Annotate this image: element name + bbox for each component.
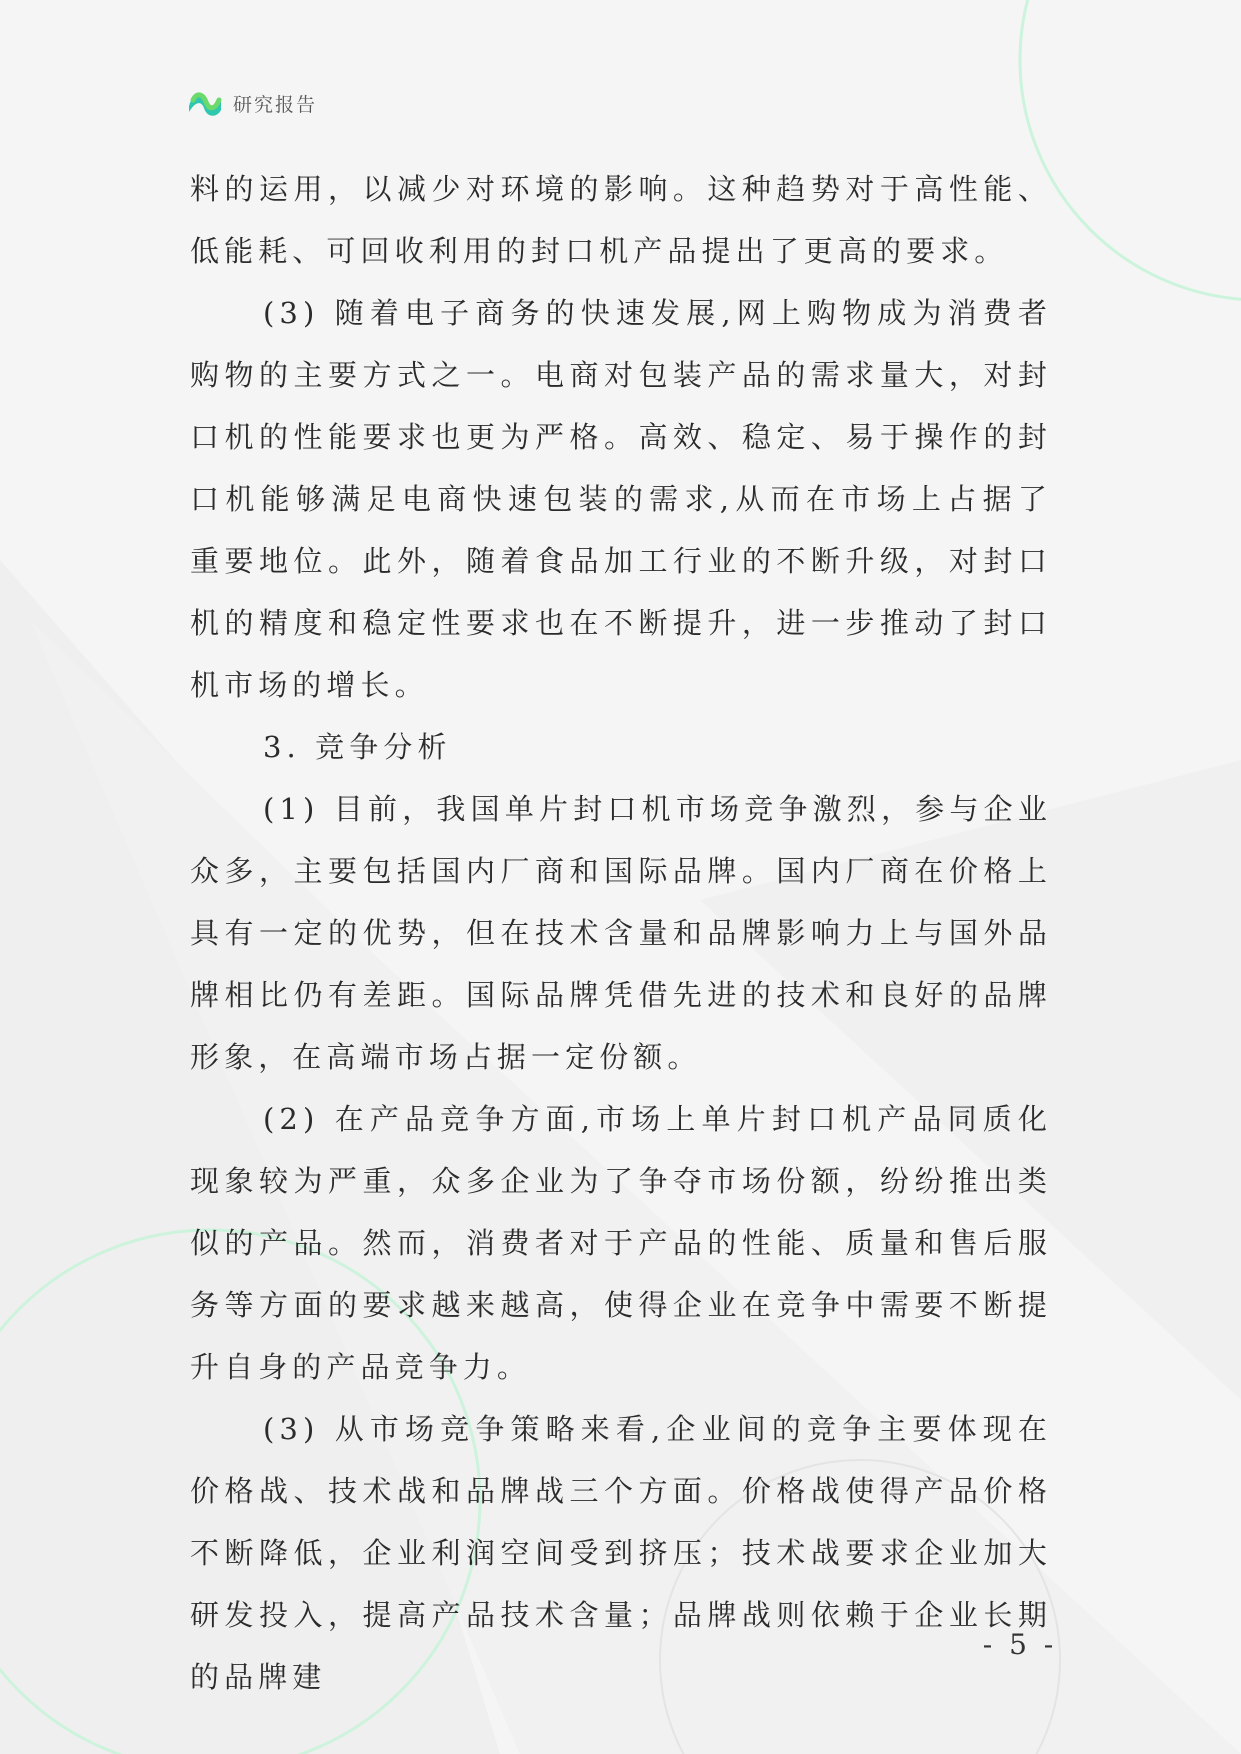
brand-logo-icon	[187, 88, 223, 118]
section-heading: 3. 竞争分析	[263, 730, 452, 764]
paragraph: (3) 随着电子商务的快速发展,网上购物成为消费者购物的主要方式之一。电商对包装产品的需求量大，对封口机的性能要求也更为严格。高效、稳定、易于操作的封口机能够满足电商快速包装的需求,从而在市场上占据了重要地位。此外，随着食品加工行业的不断升级，对封口机的精度和稳定性要求也在不断提升，进一步推动了封口机市场的增长。	[190, 296, 1052, 702]
paragraph: 料的运用，以减少对环境的影响。这种趋势对于高性能、低能耗、可回收利用的封口机产品提出了更高的要求。	[190, 172, 1052, 268]
paragraph: (1) 目前，我国单片封口机市场竞争激烈，参与企业众多，主要包括国内厂商和国际品牌。国内厂商在价格上具有一定的优势，但在技术含量和品牌影响力上与国外品牌相比仍有差距。国际品牌凭借先进的技术和良好的品牌形象，在高端市场占据一定份额。	[190, 792, 1052, 1074]
page-number: - 5 -	[982, 1628, 1058, 1661]
report-header	[187, 88, 317, 118]
document-body	[190, 158, 1052, 1708]
paragraph: (2) 在产品竞争方面,市场上单片封口机产品同质化现象较为严重，众多企业为了争夺市场份额，纷纷推出类似的产品。然而，消费者对于产品的性能、质量和售后服务等方面的要求越来越高，使得企业在竞争中需要不断提升自身的产品竞争力。	[190, 1102, 1052, 1384]
paragraph: (3) 从市场竞争策略来看,企业间的竞争主要体现在价格战、技术战和品牌战三个方面。价格战使得产品价格不断降低，企业利润空间受到挤压；技术战要求企业加大研发投入，提高产品技术含量；品牌战则依赖于企业长期的品牌建	[190, 1412, 1052, 1694]
header-title: 研究报告	[233, 93, 318, 116]
